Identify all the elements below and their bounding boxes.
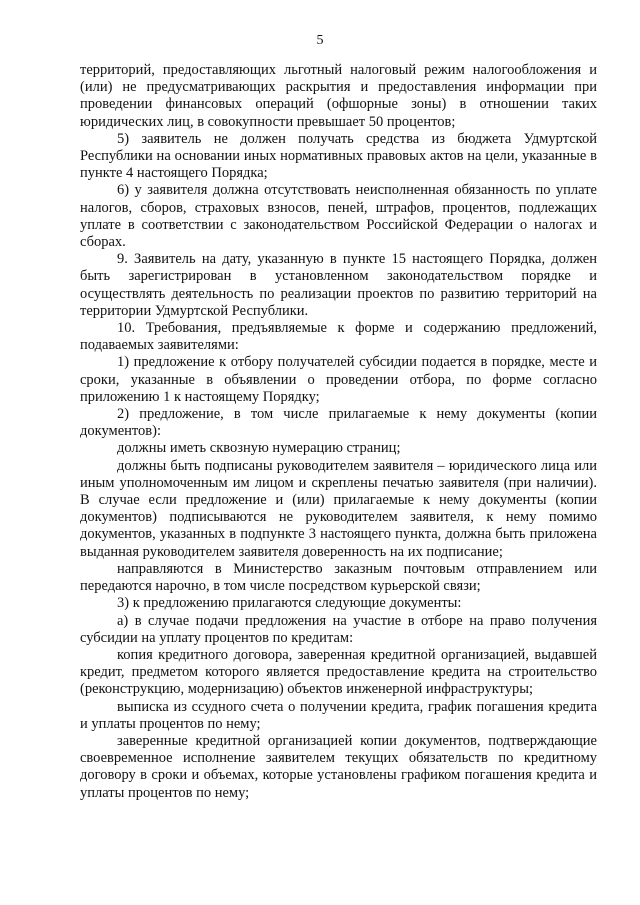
paragraph: 10. Требования, предъявляемые к форме и содержанию предложений, подаваемых заявителями: bbox=[80, 320, 597, 354]
paragraph: должны быть подписаны руководителем заявителя – юридического лица или иным уполномоченным им лицом и скреплены печатью заявителя (при наличии). В случае если предложение и (или) прилагаемые к нему документы (копии документов) подписываются не руководителем заявителя, к нему помимо документов, указанных в подпункте 3 настоящего пункта, должна быть приложена выданная руководителем заявителя доверенность на их подписание; bbox=[80, 457, 597, 560]
document-body bbox=[80, 62, 597, 802]
paragraph: 2) предложение, в том числе прилагаемые к нему документы (копии документов): bbox=[80, 406, 597, 440]
paragraph: копия кредитного договора, заверенная кредитной организацией, выдавшей кредит, предметом которого является предоставление кредита на строительство (реконструкцию, модернизацию) объектов инженерной инфраструктуры; bbox=[80, 646, 597, 698]
paragraph: 5) заявитель не должен получать средства из бюджета Удмуртской Республики на основании иных нормативных правовых актов на цели, указанные в пункте 4 настоящего Порядка; bbox=[80, 130, 597, 182]
paragraph: 1) предложение к отбору получателей субсидии подается в порядке, месте и сроки, указанные в объявлении о проведении отбора, по форме согласно приложению 1 к настоящему Порядку; bbox=[80, 354, 597, 405]
paragraph: а) в случае подачи предложения на участие в отборе на право получения субсидии на уплату процентов по кредитам: bbox=[80, 612, 597, 646]
paragraph: 6) у заявителя должна отсутствовать неисполненная обязанность по уплате налогов, сборов, страховых взносов, пеней, штрафов, процентов, подлежащих уплате в соответствии с законодательством Российской Федерации о налогах и сборах. bbox=[80, 182, 597, 251]
paragraph: направляются в Министерство заказным почтовым отправлением или передаются нарочно, в том числе посредством курьерской связи; bbox=[80, 560, 597, 595]
paragraph: 3) к предложению прилагаются следующие документы: bbox=[117, 595, 462, 612]
paragraph: 9. Заявитель на дату, указанную в пункте 15 настоящего Порядка, должен быть зарегистрирован в установленном законодательством порядке и осуществлять деятельность по реализации проектов по развитию территорий на территории Удмуртской Республики. bbox=[80, 251, 597, 319]
paragraph: заверенные кредитной организацией копии документов, подтверждающие своевременное исполнение заявителем текущих обязательств по кредитному договору в сроки и объемах, которые установлены графиком погашения кредита и уплаты процентов по нему; bbox=[80, 732, 597, 801]
page-number: 5 bbox=[316, 33, 324, 48]
paragraph: должны иметь сквозную нумерацию страниц; bbox=[117, 440, 401, 457]
paragraph: территорий, предоставляющих льготный налоговый режим налогообложения и (или) не предусматривающих раскрытия и предоставления информации при проведении финансовых операций (офшорные зоны) в отношении таких юридических лиц, в совокупности превышает 50 процентов; bbox=[80, 62, 597, 130]
paragraph: выписка из ссудного счета о получении кредита, график погашения кредита и уплаты процентов по нему; bbox=[80, 698, 597, 732]
